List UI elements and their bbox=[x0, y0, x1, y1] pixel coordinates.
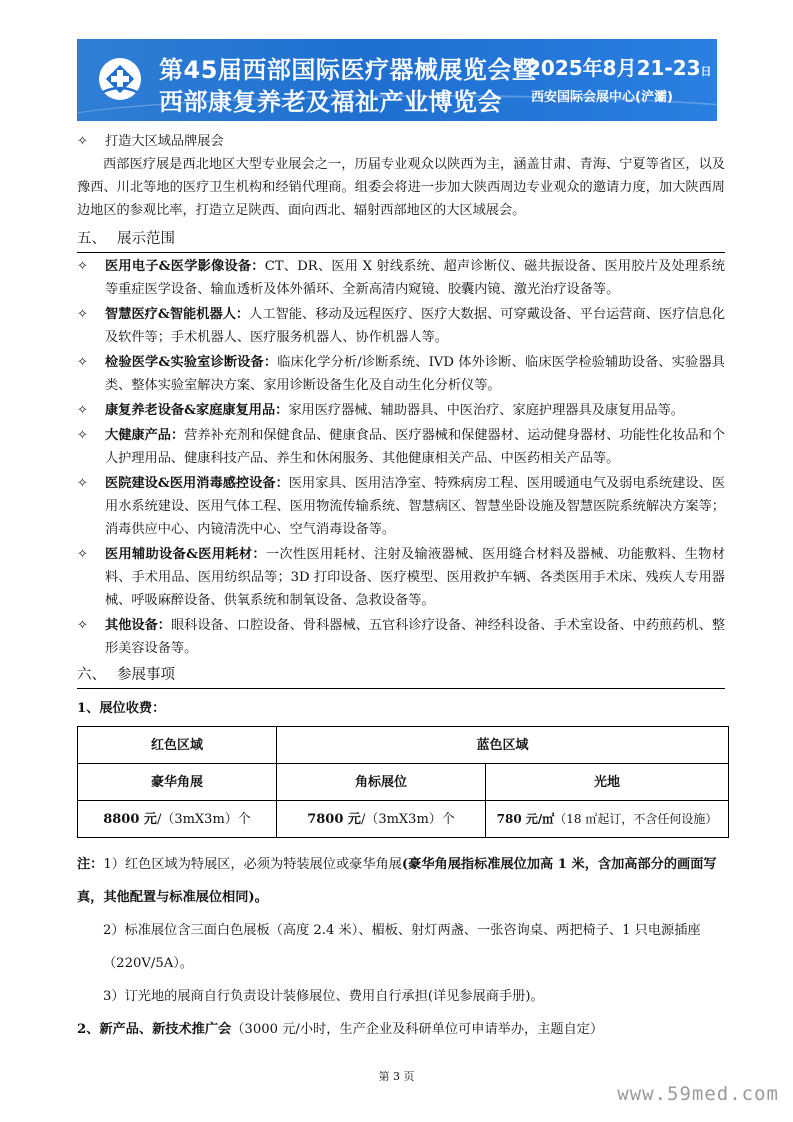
diamond-bullet-icon: ✧ bbox=[77, 259, 89, 274]
col-luxury-corner: 豪华角展 bbox=[78, 764, 277, 801]
diamond-bullet-icon: ✧ bbox=[77, 428, 89, 443]
col-corner-booth: 角标展位 bbox=[277, 764, 486, 801]
list-item: ✧ 其他设备：眼科设备、口腔设备、骨科器械、五官科诊疗设备、神经科设备、手术室设备、中药煎药机、整形美容设备等。 bbox=[77, 614, 725, 660]
diamond-bullet-icon: ✧ bbox=[77, 134, 89, 149]
intro-paragraph: 西部医疗展是西北地区大型专业展会之一，历届专业观众以陕西为主，涵盖甘肃、青海、宁夏等省区，以及豫西、川北等地的医疗卫生机构和经销代理商。组委会将进一步加大陕西周边专业观众的邀请力度，加大陕西周边地区的参观比率，打造立足陕西、面向西北、辐射西部地区的大区域展会。 bbox=[77, 157, 725, 218]
notes bbox=[77, 848, 725, 1046]
section-5-heading: 五、 展示范围 bbox=[77, 228, 725, 253]
banner-title-line1: 第45届西部国际医疗器械展览会暨 bbox=[159, 56, 537, 84]
banner-venue: 西安国际会展中心(浐灞) bbox=[531, 90, 673, 105]
exhibit-scope-list bbox=[77, 255, 725, 660]
list-item: ✧ 智慧医疗&智能机器人：人工智能、移动及远程医疗、医疗大数据、可穿戴设备、平台运营商、医疗信息化及软件等；手术机器人、医疗服务机器人、协作机器人等。 bbox=[77, 303, 725, 349]
price-luxury-corner: 8800 元/（3mX3m）个 bbox=[78, 801, 277, 838]
page-content bbox=[77, 130, 725, 1046]
diamond-bullet-icon: ✧ bbox=[77, 547, 89, 562]
diamond-bullet-icon: ✧ bbox=[77, 618, 89, 633]
red-zone-header: 红色区域 bbox=[78, 727, 277, 764]
fee-heading: 1、展位收费： bbox=[77, 701, 166, 716]
section-6-heading: 六、 参展事项 bbox=[77, 664, 725, 689]
banner-date: 2025年8月21-23日 bbox=[527, 56, 712, 80]
expo-logo-icon bbox=[97, 56, 143, 102]
diamond-bullet-icon: ✧ bbox=[77, 355, 89, 370]
diamond-bullet-icon: ✧ bbox=[77, 476, 89, 491]
list-item: ✧ 康复养老设备&家庭康复用品：家用医疗器械、辅助器具、中医治疗、家庭护理器具及康复用品等。 bbox=[77, 399, 725, 422]
note-3: 3）订光地的展商自行负责设计装修展位、费用自行承担(详见参展商手册)。 bbox=[103, 989, 544, 1004]
price-raw-space: 780 元/㎡（18 ㎡起订，不含任何设施） bbox=[486, 801, 729, 838]
table-row bbox=[78, 727, 729, 764]
site-watermark: www.59med.com bbox=[617, 1083, 779, 1105]
note-2: 2）标准展位含三面白色展板（高度 2.4 米）、楣板、射灯两盏、一张咨询桌、两把椅子、1 只电源插座（220V/5A）。 bbox=[103, 923, 701, 971]
page-number: 第 3 页 bbox=[378, 1070, 415, 1083]
col-raw-space: 光地 bbox=[486, 764, 729, 801]
booth-fee-table bbox=[77, 726, 729, 838]
promo-line: 2、新产品、新技术推广会（3000 元/小时，生产企业及科研单位可申请举办，主题自定） bbox=[77, 1022, 604, 1037]
intro-heading: ✧ 打造大区域品牌展会 bbox=[77, 130, 725, 153]
list-item: ✧ 医用辅助设备&医用耗材：一次性医用耗材、注射及输液器械、医用缝合材料及器械、功能敷料、生物材料、手术用品、医用纺织品等；3D 打印设备、医疗模型、医用救护车辆、各类医用手术床、残疾人专用器械、呼吸麻醉设备、供氧系统和制氧设备、急救设备等。 bbox=[77, 543, 725, 612]
list-item: ✧ 医用电子&医学影像设备：CT、DR、医用 X 射线系统、超声诊断仪、磁共振设备、医用胶片及处理系统等重症医学设备、输血透析及体外循环、全新高清内窥镜、胶囊内镜、激光治疗设备等。 bbox=[77, 255, 725, 301]
banner-title-line2: 西部康复养老及福祉产业博览会 bbox=[159, 88, 502, 116]
blue-zone-header: 蓝色区域 bbox=[277, 727, 729, 764]
note-1: 注：1）红色区域为特展区，必须为特装展位或豪华角展(豪华角展指标准展位加高 1 米，含加高部分的画面写真，其他配置与标准展位相同)。 bbox=[77, 857, 717, 905]
diamond-bullet-icon: ✧ bbox=[77, 307, 89, 322]
diamond-bullet-icon: ✧ bbox=[77, 403, 89, 418]
price-corner-booth: 7800 元/（3mX3m）个 bbox=[277, 801, 486, 838]
list-item: ✧ 医院建设&医用消毒感控设备：医用家具、医用洁净室、特殊病房工程、医用暖通电气及弱电系统建设、医用水系统建设、医用气体工程、医用物流传输系统、智慧病区、智慧坐卧设施及智慧医院系统解决方案等；消毒供应中心、内镜清洗中心、空气消毒设备等。 bbox=[77, 472, 725, 541]
table-row bbox=[78, 801, 729, 838]
list-item: ✧ 大健康产品：营养补充剂和保健食品、健康食品、医疗器械和保健器材、运动健身器材、功能性化妆品和个人护理用品、健康科技产品、养生和休闲服务、其他健康相关产品、中医药相关产品等。 bbox=[77, 424, 725, 470]
list-item: ✧ 检验医学&实验室诊断设备：临床化学分析/诊断系统、IVD 体外诊断、临床医学检验辅助设备、实验器具类、整体实验室解决方案、家用诊断设备生化及自动生化分析仪等。 bbox=[77, 351, 725, 397]
header-banner bbox=[77, 39, 717, 121]
table-row bbox=[78, 764, 729, 801]
